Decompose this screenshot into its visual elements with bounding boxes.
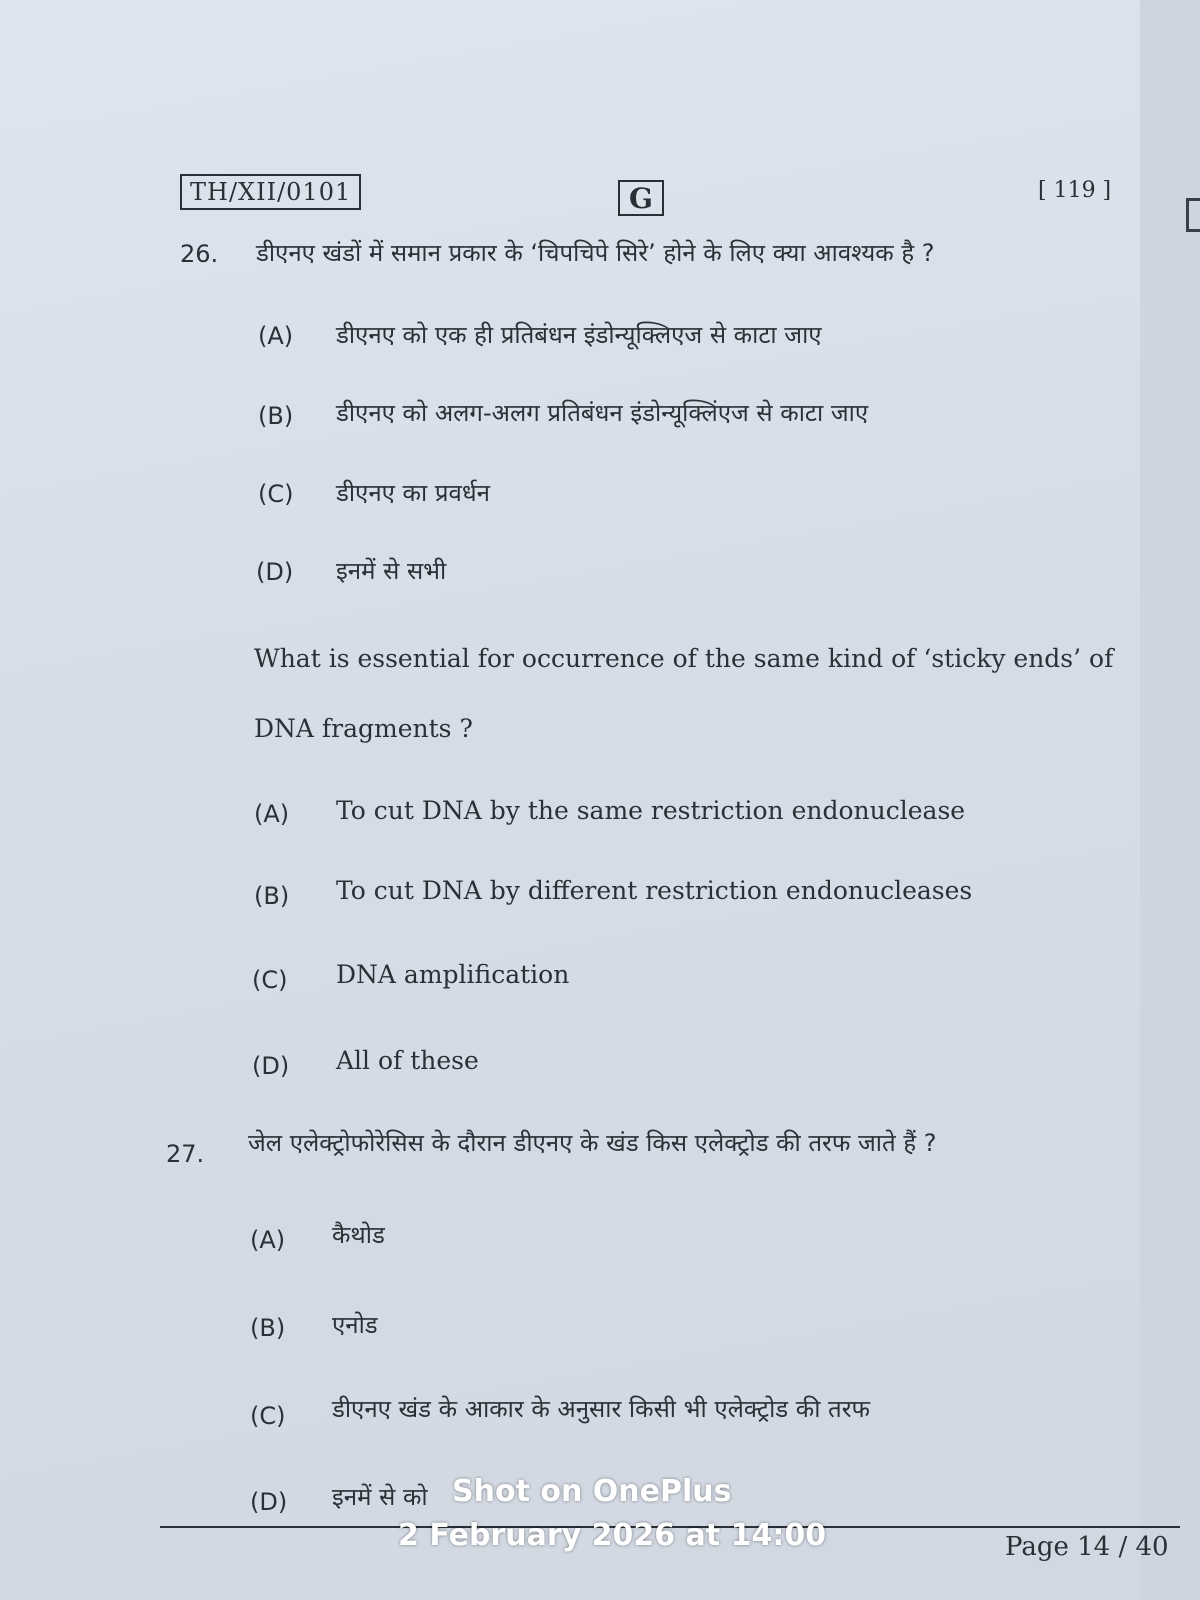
question-text-english: What is essential for occurrence of the same kind of ‘sticky ends’ of <box>254 644 1114 673</box>
option-text: To cut DNA by the same restriction endonuclease <box>336 796 966 825</box>
paper-code: TH/XII/0101 <box>180 174 361 210</box>
camera-watermark-date: 2 February 2026 at 14:00 <box>398 1518 827 1553</box>
question-text-hindi: डीएनए खंडों में समान प्रकार के ‘चिपचिपे सिरे’ होने के लिए क्या आवश्यक है ? <box>256 239 935 267</box>
page-marker: [ 119 ] <box>1038 178 1112 203</box>
question-number: 26. <box>180 240 219 268</box>
option-text: डीएनए को अलग-अलग प्रतिबंधन इंडोन्यूक्लिंएज से काटा जाए <box>336 399 869 427</box>
option-label: (D) <box>252 1052 290 1080</box>
next-page-edge <box>1140 0 1200 1600</box>
option-text: DNA amplification <box>336 960 570 989</box>
option-label: (B) <box>250 1314 286 1342</box>
option-label: (D) <box>250 1488 288 1516</box>
option-text: To cut DNA by different restriction endonucleases <box>336 876 973 905</box>
option-label: (C) <box>252 966 288 994</box>
option-label: (A) <box>254 800 290 828</box>
option-text: All of these <box>336 1046 479 1075</box>
option-label: (C) <box>250 1402 286 1430</box>
next-page-box-edge <box>1186 198 1200 232</box>
question-number: 27. <box>166 1140 205 1168</box>
option-label: (B) <box>254 882 290 910</box>
option-text: कैथोड <box>332 1221 385 1249</box>
set-label: G <box>618 180 664 216</box>
question-text-hindi: जेल एलेक्ट्रोफोरेसिस के दौरान डीएनए के खंड किस एलेक्ट्रोड की तरफ जाते हैं ? <box>248 1129 937 1157</box>
page-number: Page 14 / 40 <box>1005 1532 1169 1562</box>
option-text: इनमें से को <box>332 1483 428 1511</box>
camera-watermark-brand: Shot on OnePlus <box>452 1474 732 1509</box>
option-text: डीएनए खंड के आकार के अनुसार किसी भी एलेक्ट्रोड की तरफ <box>332 1395 871 1423</box>
option-label: (A) <box>258 322 294 350</box>
option-text: एनोड <box>332 1311 378 1339</box>
option-label: (B) <box>258 402 294 430</box>
option-text: डीएनए का प्रवर्धन <box>336 479 490 507</box>
option-text: इनमें से सभी <box>336 557 447 585</box>
question-text-english: DNA fragments ? <box>254 714 473 743</box>
option-label: (D) <box>256 558 294 586</box>
option-label: (C) <box>258 480 294 508</box>
option-text: डीएनए को एक ही प्रतिबंधन इंडोन्यूक्लिएज से काटा जाए <box>336 321 822 349</box>
option-label: (A) <box>250 1226 286 1254</box>
